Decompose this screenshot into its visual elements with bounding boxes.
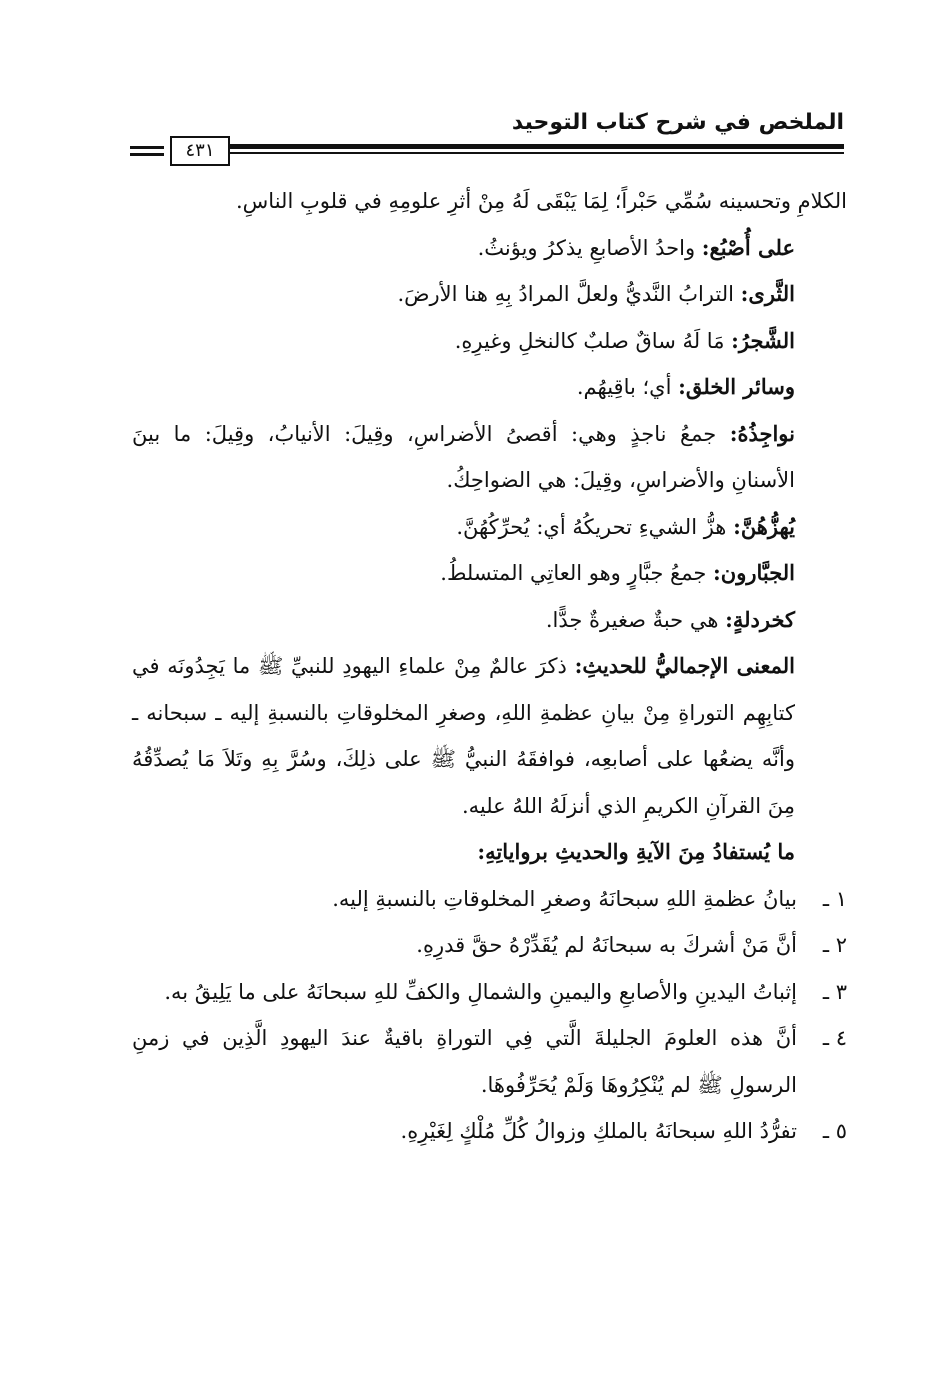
- gloss-khardala: [132, 597, 847, 644]
- gloss-term: وسائر الخلق:: [678, 374, 795, 399]
- list-text: أنَّ مَنْ أشركَ به سبحانَهُ لم يُقَدِّرْهُ حقَّ قدرِهِ.: [416, 933, 797, 957]
- gloss-definition: هي حبةٌ صغيرةٌ جدًّا.: [545, 607, 726, 632]
- header-rule-thick: [226, 144, 844, 149]
- gloss-nawajidh: [132, 411, 847, 504]
- gloss-definition: جمعُ ناجذٍ وهي: أقصىُ الأضراسِ، وقِيلَ: الأنيابُ، وقِيلَ: ما بينَ الأسنانِ والأضراسِ، وقِيلَ: هي الضواحِكُ.: [132, 421, 795, 492]
- gloss-jabbarun: [132, 550, 847, 597]
- list-item: [132, 1108, 847, 1155]
- list-item: [132, 1015, 847, 1108]
- gloss-term: على أُصْبُع:: [701, 234, 795, 260]
- paragraph-continuation: الكلامِ وتحسينه سُمِّي حَبْراً؛ لِمَا يَبْقَى لَهُ مِنْ أثرِ علومِهِ في قلوبِ الناسِ.: [236, 189, 847, 213]
- page-body: [132, 178, 847, 1155]
- gloss-definition: واحدُ الأصابعِ يذكرُ ويؤنثُ.: [477, 235, 702, 260]
- gloss-thara: [132, 271, 847, 318]
- list-text: إثباتُ اليدينِ والأصابعِ واليمينِ والشمالِ والكفِّ للهِ سبحانَهُ على ما يَلِيقُ به.: [164, 979, 797, 1004]
- gloss-term: الثَّرى:: [740, 281, 795, 306]
- header-rule-thin: [226, 152, 844, 154]
- list-number: ٤ ـ: [822, 1026, 847, 1050]
- gloss-yahuzzuhunna: [132, 504, 847, 551]
- page-number-line-top: [130, 146, 164, 149]
- gloss-term: كخردلةٍ:: [725, 606, 795, 632]
- gloss-definition: هزُّ الشيءِ تحريكُهُ أي: يُحرِّكُهُنَّ.: [456, 514, 734, 539]
- running-title: الملخص في شرح كتاب التوحيد: [511, 110, 844, 135]
- gloss-definition: جمعُ جبَّارٍ وهو العاتِي المتسلطُ.: [440, 561, 714, 585]
- benefits-heading: ما يُستفادُ مِنَ الآيةِ والحديثِ برواياتِهِ:: [477, 839, 795, 864]
- gloss-definition: أي؛ باقِيهُم.: [576, 375, 679, 399]
- list-number: ١ ـ: [822, 886, 847, 911]
- list-number: ٣ ـ: [822, 979, 847, 1004]
- general-meaning-paragraph: [132, 643, 847, 829]
- gloss-asbu: [132, 225, 847, 272]
- list-text: تفرُّدُ اللهِ سبحانَهُ بالملكِ وزوالُ كُلِّ مُلْكٍ لِغَيْرِهِ.: [400, 1119, 797, 1143]
- general-meaning-text: ذكرَ عالمٌ مِنْ علماءِ اليهودِ للنبيِّ ﷺ ما يَجِدُونَه في كتابِهِم التوراةِ مِنْ بيانِ عظمةِ اللهِ، وصغرِ المخلوقاتِ بالنسبةِ إليه ـ سبحانه ـ وأنَّه يضعُها على أصابعِه، فوافقَهُ النبيُّ ﷺ على ذلِكَ، وسُرَّ بِهِ وتَلاَ مَا يُصدِّقُهُ مِنَ القرآنِ الكريمِ الذي أنزلَهُ اللهُ عليه.: [132, 654, 795, 818]
- gloss-shajar: [132, 318, 847, 365]
- section-heading: المعنى الإجماليُّ للحديثِ:: [574, 653, 795, 678]
- list-item: [132, 969, 847, 1016]
- gloss-definition: الترابُ النَّديُّ ولعلَّ المرادُ بِهِ هنا الأرضَ.: [397, 282, 741, 306]
- gloss-term: الجبَّارون:: [713, 560, 795, 585]
- list-item: [132, 876, 847, 923]
- page-header: [130, 108, 844, 172]
- list-text: بيانُ عظمةِ اللهِ سبحانَهُ وصغرِ المخلوقاتِ بالنسبةِ إليه.: [332, 886, 797, 911]
- list-number: ٥ ـ: [822, 1119, 847, 1143]
- gloss-term: يُهزُّهُنَّ:: [733, 513, 795, 539]
- gloss-sair-al-khalq: [132, 364, 847, 411]
- list-text: أنَّ هذه العلومَ الجليلةَ الَّتي فِي التوراةِ باقيةٌ عندَ اليهودِ الَّذِين في زمنِ الرسولِ ﷺ لم يُنْكِرُوهَا وَلَمْ يُحَرِّفُوهَا.: [132, 1026, 797, 1097]
- gloss-term: نواجِذُهُ:: [729, 420, 795, 446]
- gloss-term: الشَّجرُ:: [731, 327, 795, 353]
- page-number: ٤٣١: [170, 136, 230, 166]
- gloss-definition: مَا لَهُ ساقٌ صلبٌ كالنخلِ وغيرِهِ.: [454, 328, 732, 353]
- page-number-line-bottom: [130, 153, 164, 156]
- list-number: ٢ ـ: [822, 933, 847, 957]
- list-item: [132, 922, 847, 969]
